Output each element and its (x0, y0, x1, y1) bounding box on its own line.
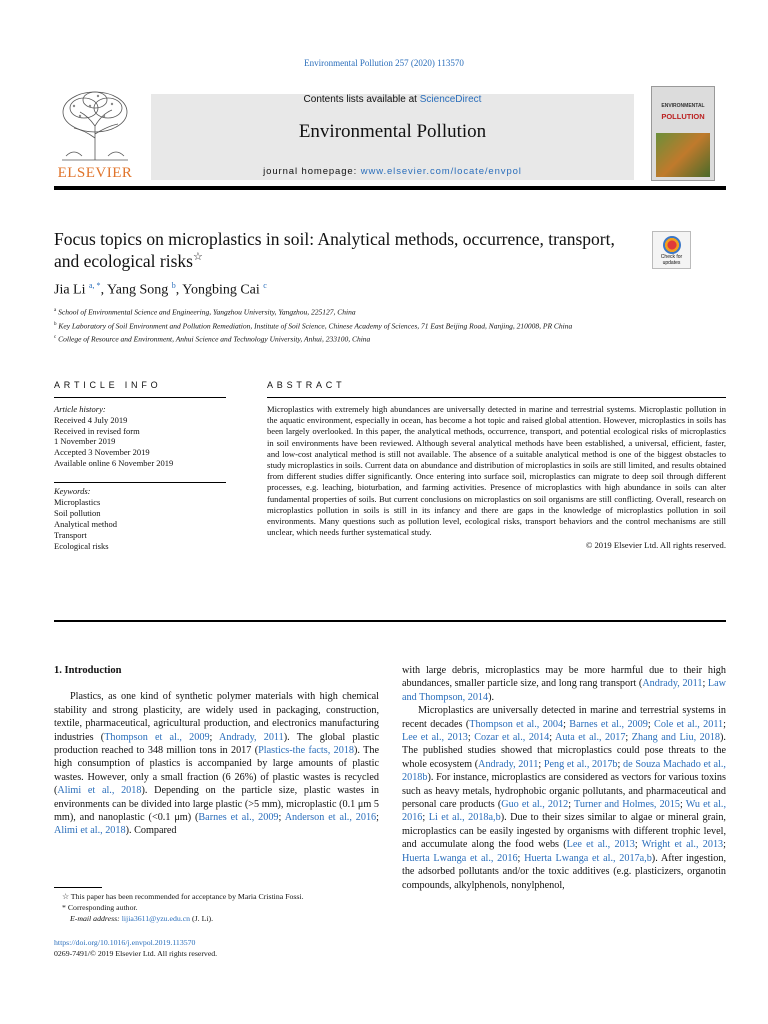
elsevier-logo (54, 86, 136, 182)
citation-link[interactable]: Li et al., 2018a,b (428, 812, 501, 824)
citation-link[interactable]: Lee et al., 2013 (566, 839, 635, 851)
affiliations (54, 305, 634, 346)
citation-link[interactable]: Lee et al., 2013 (402, 732, 468, 744)
abstract-rule (267, 397, 726, 398)
article-title (54, 228, 644, 272)
abstract-heading: ABSTRACT (267, 380, 346, 390)
email-label: E-mail address: (70, 914, 120, 923)
publisher-logo-text: ELSEVIER (57, 165, 133, 181)
title-footnote-mark[interactable]: ☆ (192, 251, 203, 264)
check-updates-icon (663, 236, 681, 254)
email-link[interactable]: lijia3611@yzu.edu.cn (121, 914, 191, 923)
affiliation-text: Key Laboratory of Soil Environment and Pollution Remediation, Institute of Soil Science, Chinese Academy of Sciences, 71 East Beijing Road, Nanjing, 210008, PR China (58, 321, 573, 330)
footnote-email (62, 913, 382, 924)
citation-link[interactable]: Auta et al., 2017 (554, 732, 626, 744)
citation-link[interactable]: Plastics-the facts, 2018 (258, 745, 355, 757)
footnote-rule (54, 887, 102, 888)
paragraph-text: ). After ingestion, the adsorbed pollutants and/or the toxic additives (e.g. plasticizers, organotin compounds, alkylphenols, nonylphenol, (402, 852, 726, 891)
elsevier-tree-icon (54, 86, 136, 162)
author-name[interactable]: Yang Song (107, 282, 169, 298)
cover-artwork (656, 133, 710, 177)
paragraph (54, 690, 379, 837)
body-column-left (54, 664, 379, 838)
citation-link[interactable]: Huerta Lwanga et al., 2017a,b (524, 852, 652, 864)
paragraph-text: ; (568, 799, 574, 811)
paragraph-text: ; (625, 732, 632, 744)
paragraph (402, 704, 726, 892)
footnotes (62, 891, 382, 924)
affiliation-item (54, 319, 634, 332)
sciencedirect-link[interactable]: ScienceDirect (419, 94, 482, 105)
paragraph-text: ; (617, 758, 624, 770)
citation-link[interactable]: Turner and Holmes, 2015 (573, 799, 680, 811)
article-info-rule (54, 397, 226, 398)
citation-link[interactable]: Guo et al., 2012 (501, 799, 569, 811)
citation-link[interactable]: Zhang and Liu, 2018 (631, 732, 721, 744)
abstract-copyright: © 2019 Elsevier Ltd. All rights reserved. (585, 540, 726, 551)
citation-link[interactable]: Cole et al., 2011 (654, 718, 724, 730)
paragraph-text: ; (517, 852, 525, 864)
paragraph-text: ). Compared (125, 825, 177, 837)
keyword: Microplastics (54, 497, 101, 507)
article-title-text: Focus topics on microplastics in soil: Analytical methods, occurrence, transport, and ecological risks (54, 229, 615, 271)
keywords-label: Keywords: (54, 486, 91, 496)
paragraph-text: ). (488, 691, 495, 703)
body-column-right (402, 664, 726, 892)
author-name[interactable]: Yongbing Cai (182, 282, 260, 298)
abstract-bottom-rule (54, 620, 726, 622)
doi-block (54, 937, 217, 959)
affiliation-item (54, 332, 634, 345)
citation-link[interactable]: Wu et al., 2016 (402, 799, 726, 824)
section-heading: 1. Introduction (54, 665, 122, 676)
cover-text-title: POLLUTION (661, 112, 705, 121)
paragraph-text: ). For instance, microplastics are considered as vectors for various toxins such as heavy metals, hydrophobic organic pollutants, and pharmaceutical and personal care products ( (402, 772, 726, 811)
abstract-text: Microplastics with extremely high abundances are universally detected in marine and terrestrial systems. Microplastic pollution in the aquatic environment, especially in ocean, has become a hot topic and raised global attention. However, microplastics in soils has been largely overlooked. In this paper, the analytical methods, occurrence, transport, and potential ecological risks of microplastics in soil environments have been reviewed. Although several analytical methods have been established, a universal, efficient, faster, and low-cost analytical method is still not available. The absence of a suitable analytical method is one of the biggest obstacles to study microplastics in soils. Current data on abundance and distribution of microplastics in soils are still limited, and results obtained from different studies differ significantly. Once entering into surface soil, microplastics can migrate to deep soil through different processes, e.g. leaching, bioturbation, and farming activities. Presence of microplastics with high abundance in soils can alter fundamental properties of soils. But current conclusions on microplastics on soil organisms are still conflicting. Overall, research on microplastics pollution in soils is still in its infancy and there are gaps in the knowledge of microplastics pollution in soil environments. Many questions such as pollution level, ecological risks, transport behaviors and the control mechanisms are still unclear, which needs further systematical study. (267, 404, 726, 538)
paragraph (402, 664, 726, 704)
citation-link[interactable]: Cozar et al., 2014 (474, 732, 550, 744)
citation-link[interactable]: Wright et al., 2013 (641, 839, 724, 851)
keyword: Analytical method (54, 519, 118, 529)
history-item: Received 4 July 2019 (54, 414, 128, 425)
paragraph-text: ; (376, 812, 379, 824)
citation-link[interactable]: Barnes et al., 2009 (198, 812, 279, 824)
paragraph-text: Microplastics are universally detected in marine and terrestrial systems in recent decades ( (402, 705, 726, 730)
author-affiliation-mark[interactable]: c (263, 281, 267, 290)
paragraph-text: Plastics, as one kind of synthetic polymer materials with high chemical stability and strong plasticity, are widely used in packaging, construction, textile, pharmaceutical, agricultural production, and electronics manufacturing industries ( (54, 691, 379, 743)
paragraph-text: ; (634, 839, 642, 851)
author-affiliation-mark[interactable]: a, * (89, 281, 101, 290)
header-rule (54, 186, 726, 190)
keywords-rule (54, 482, 226, 483)
affiliation-text: School of Environmental Science and Engineering, Yangzhou University, Yangzhou, 225127, China (58, 307, 356, 317)
citation-link[interactable]: Barnes et al., 2009 (569, 718, 648, 730)
citation-link[interactable]: Andrady, 2011 (642, 678, 703, 690)
citation-link[interactable]: Alimi et al., 2018 (54, 825, 126, 837)
journal-citation[interactable] (0, 58, 768, 68)
paragraph-text: ; (278, 812, 285, 824)
history-item: Available online 6 November 2019 (54, 457, 174, 468)
paragraph-text: ; (467, 732, 475, 744)
paragraph-text: ; (723, 839, 726, 851)
paragraph-text: with large debris, microplastics may be more harmful due to their high abundances, smaller particle size, and long rang transport ( (402, 665, 726, 690)
affiliation-mark: b (54, 321, 57, 327)
keyword: Ecological risks (54, 541, 109, 551)
author-affiliation-mark[interactable]: b (171, 281, 176, 290)
history-label: Article history: (54, 404, 106, 414)
affiliation-mark: a (54, 308, 57, 313)
article-info-heading: ARTICLE INFO (54, 380, 162, 390)
citation-link[interactable]: Thompson et al., 2009 (104, 731, 210, 743)
citation-link[interactable]: Alimi et al., 2018 (57, 785, 142, 797)
paragraph-text: ; (538, 758, 544, 770)
paragraph-text: ). Due to their sizes similar to algae or mineral grain, microplastics can be easily ingested by organisms with different trophic level, and accumulate along the food webs ( (402, 812, 726, 851)
issn-line: 0269-7491/© 2019 Elsevier Ltd. All rights reserved. (54, 949, 218, 958)
abstract (267, 404, 726, 552)
citation-link[interactable]: Law and Thompson, 2014 (402, 678, 726, 703)
email-suffix: (J. Li). (190, 914, 214, 923)
paragraph-text: ; (679, 799, 686, 811)
contents-line (151, 94, 634, 105)
contents-prefix: Contents lists available at (303, 94, 417, 105)
citation-link[interactable]: Peng et al., 2017b (543, 758, 618, 770)
author-name[interactable]: Jia Li (54, 282, 86, 298)
paragraph-text: ; (563, 718, 570, 730)
history-item: 1 November 2019 (54, 436, 116, 447)
keyword: Soil pollution (54, 508, 101, 518)
footnote-acceptance: ☆ This paper has been recommended for acceptance by Maria Cristina Fossi. (62, 892, 304, 901)
check-for-updates-button[interactable] (652, 231, 691, 269)
keyword: Transport (54, 530, 87, 540)
journal-title: Environmental Pollution (298, 121, 487, 142)
citation-link[interactable]: Huerta Lwanga et al., 2016 (402, 852, 518, 864)
paragraph-text: ; (723, 718, 726, 730)
affiliation-item (54, 305, 634, 318)
paragraph-text: ; (702, 678, 708, 690)
article-history (54, 404, 226, 469)
citation-link[interactable]: Environmental Pollution 257 (2020) 113570 (304, 58, 464, 68)
history-item: Received in revised form (54, 425, 140, 436)
paragraph-text: ). Depending on the particle size, plastic wastes in environments can be divided into large plastic (>5 mm), microplastic (0.1 μm 5 mm), and nanoplastic (<0.1 μm) ( (54, 785, 379, 824)
footnote-corresponding: * Corresponding author. (62, 903, 138, 912)
journal-cover-image (651, 86, 715, 181)
paragraph-text: ; (422, 812, 429, 824)
paragraph-text: ; (647, 718, 655, 730)
paragraph-text: ; (209, 731, 220, 743)
paragraph-text: ). The global plastic production reached to 348 million tons in 2017 ( (54, 731, 379, 757)
paragraph-text: ). The published studies showed that microplastics could pose threats to the whole ecosystem ( (402, 732, 726, 770)
citation-link[interactable]: Anderson et al., 2016 (284, 812, 377, 824)
paragraph-text: ). The high consumption of plastics is accompanied by large amounts of plastic wastes. However, only a small fraction (6 26%) of plastic wastes is recycled ( (54, 745, 380, 797)
doi-link[interactable]: https://doi.org/10.1016/j.envpol.2019.113570 (54, 938, 196, 947)
citation-link[interactable]: Andrady, 2011 (478, 758, 539, 770)
author-list: Jia Li $^{a, *}$, Yang Song $^b$, Yongbing Cai $^c$ (54, 281, 267, 298)
keywords (54, 486, 226, 552)
history-item: Accepted 3 November 2019 (54, 447, 150, 458)
affiliation-text: College of Resource and Environment, Anhui Science and Technology University, Anhui, 233100, China (58, 334, 371, 344)
homepage-prefix: journal homepage: (263, 166, 358, 177)
cover-text-top: ENVIRONMENTAL (661, 103, 705, 109)
journal-homepage-line (151, 166, 634, 177)
citation-link[interactable]: Thompson et al., 2004 (469, 718, 564, 730)
journal-banner (151, 94, 634, 180)
check-updates-label: Check for updates (660, 254, 683, 266)
citation-link[interactable]: de Souza Machado et al., 2018b (402, 758, 726, 784)
journal-homepage-link[interactable]: www.elsevier.com/locate/envpol (360, 166, 522, 177)
paragraph-text: ; (549, 732, 555, 744)
citation-link[interactable]: Andrady, 2011 (219, 731, 284, 743)
affiliation-mark: c (54, 335, 57, 340)
